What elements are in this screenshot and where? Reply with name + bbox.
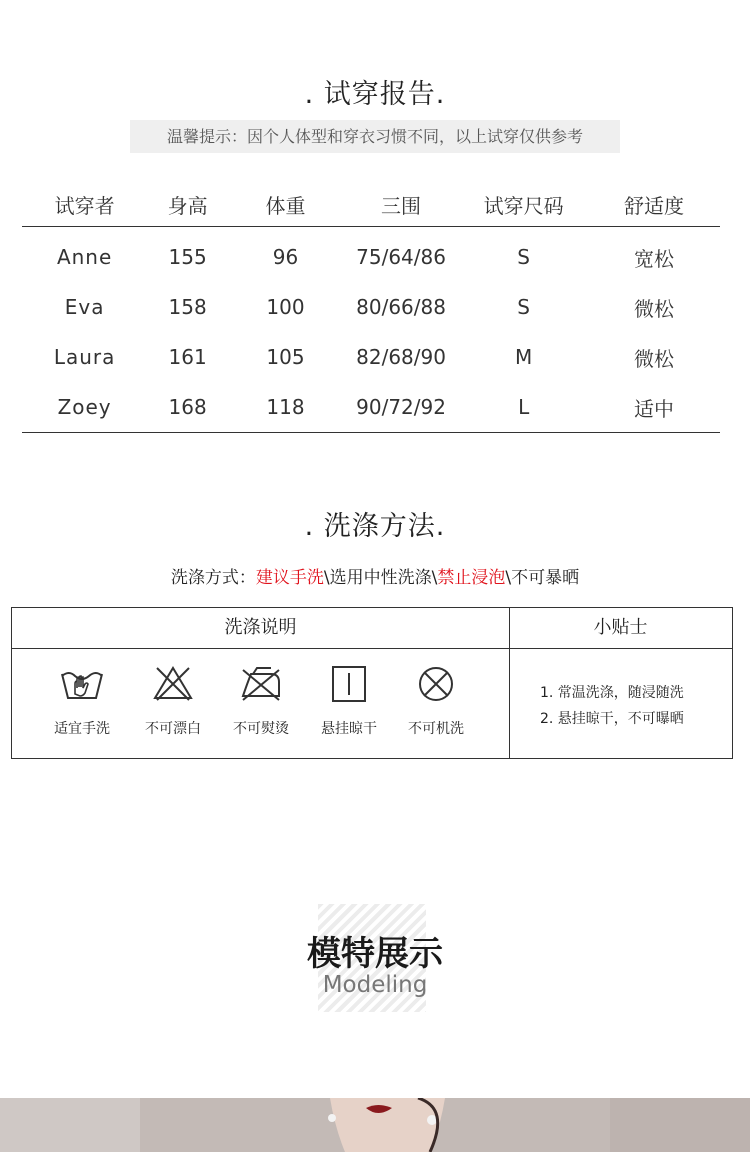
model-photo-graphic <box>0 1098 750 1152</box>
tips-header: 小贴士 <box>509 608 732 649</box>
cell-measurements: 80/66/88 <box>356 295 446 319</box>
no-bleach-icon <box>149 664 197 704</box>
cell-comfort: 微松 <box>634 296 675 321</box>
header-weight: 体重 <box>228 182 343 227</box>
washing-method-detergent: \选用中性洗涤\ <box>323 568 438 588</box>
model-photo <box>0 1098 750 1152</box>
no-iron-icon <box>237 664 285 704</box>
table-row <box>22 227 720 283</box>
header-comfort: 舒适度 <box>588 182 720 227</box>
cell-tester: Eva <box>64 295 105 319</box>
cell-size: M <box>515 345 533 369</box>
tip-item: 2. 悬挂晾干，不可曝晒 <box>540 711 684 727</box>
header-size: 试穿尺码 <box>459 182 588 227</box>
modeling-subtitle: Modeling <box>322 972 428 998</box>
cell-weight: 105 <box>266 345 305 369</box>
header-tester: 试穿者 <box>22 182 147 227</box>
cell-measurements: 75/64/86 <box>356 245 446 269</box>
cell-comfort: 微松 <box>634 346 675 371</box>
no-machine-wash-icon <box>412 664 460 704</box>
washing-method-no-soak: 禁止浸泡 <box>437 568 506 588</box>
table-row <box>22 332 720 382</box>
washing-method-prefix: 洗涤方式： <box>170 568 256 588</box>
care-label: 适宜手洗 <box>54 721 110 737</box>
fitting-tip: 温馨提示：因个人体型和穿衣习惯不同，以上试穿仅供参考 <box>130 120 620 153</box>
modeling-title: 模特展示 <box>307 934 443 974</box>
care-no-bleach <box>133 664 213 738</box>
fitting-table <box>22 182 720 433</box>
cell-height: 158 <box>168 295 207 319</box>
cell-comfort: 宽松 <box>634 246 675 271</box>
table-row <box>22 382 720 433</box>
washing-method <box>0 563 750 588</box>
fitting-title: . 试穿报告. <box>304 79 446 110</box>
care-hang-dry <box>309 664 389 738</box>
table-row <box>22 282 720 332</box>
cell-height: 155 <box>168 245 207 269</box>
hang-dry-icon <box>325 664 373 704</box>
care-label: 不可机洗 <box>408 721 464 737</box>
washing-instructions-header: 洗涤说明 <box>12 608 510 649</box>
box-divider <box>509 648 510 759</box>
cell-size: S <box>517 295 530 319</box>
cell-tester: Zoey <box>22 382 147 433</box>
care-no-iron <box>221 664 301 738</box>
cell-measurements: 82/68/90 <box>356 345 446 369</box>
care-no-machine-wash <box>396 664 476 738</box>
hand-wash-icon <box>58 664 106 704</box>
cell-comfort: 适中 <box>588 382 720 433</box>
cell-weight: 100 <box>266 295 305 319</box>
washing-title: . 洗涤方法. <box>304 511 446 542</box>
care-hand-wash <box>42 664 122 738</box>
cell-tester: Anne <box>56 245 113 269</box>
cell-height: 161 <box>168 345 207 369</box>
washing-method-no-sun: \不可暴晒 <box>505 568 580 588</box>
washing-instructions-box <box>11 607 733 759</box>
care-label: 不可漂白 <box>145 721 201 737</box>
header-height: 身高 <box>147 182 228 227</box>
cell-tester: Laura <box>53 345 116 369</box>
table-header-row <box>22 182 720 227</box>
cell-size: L <box>459 382 588 433</box>
header-measurements: 三围 <box>343 182 459 227</box>
cell-size: S <box>517 245 530 269</box>
care-label: 不可熨烫 <box>233 721 289 737</box>
cell-measurements: 90/72/92 <box>343 382 459 433</box>
washing-method-hand-wash: 建议手洗 <box>255 568 324 588</box>
tips-list <box>540 680 684 732</box>
cell-height: 168 <box>147 382 228 433</box>
cell-weight: 96 <box>272 245 299 269</box>
care-label: 悬挂晾干 <box>321 721 377 737</box>
tip-item: 1. 常温洗涤，随浸随洗 <box>540 685 684 701</box>
cell-weight: 118 <box>228 382 343 433</box>
